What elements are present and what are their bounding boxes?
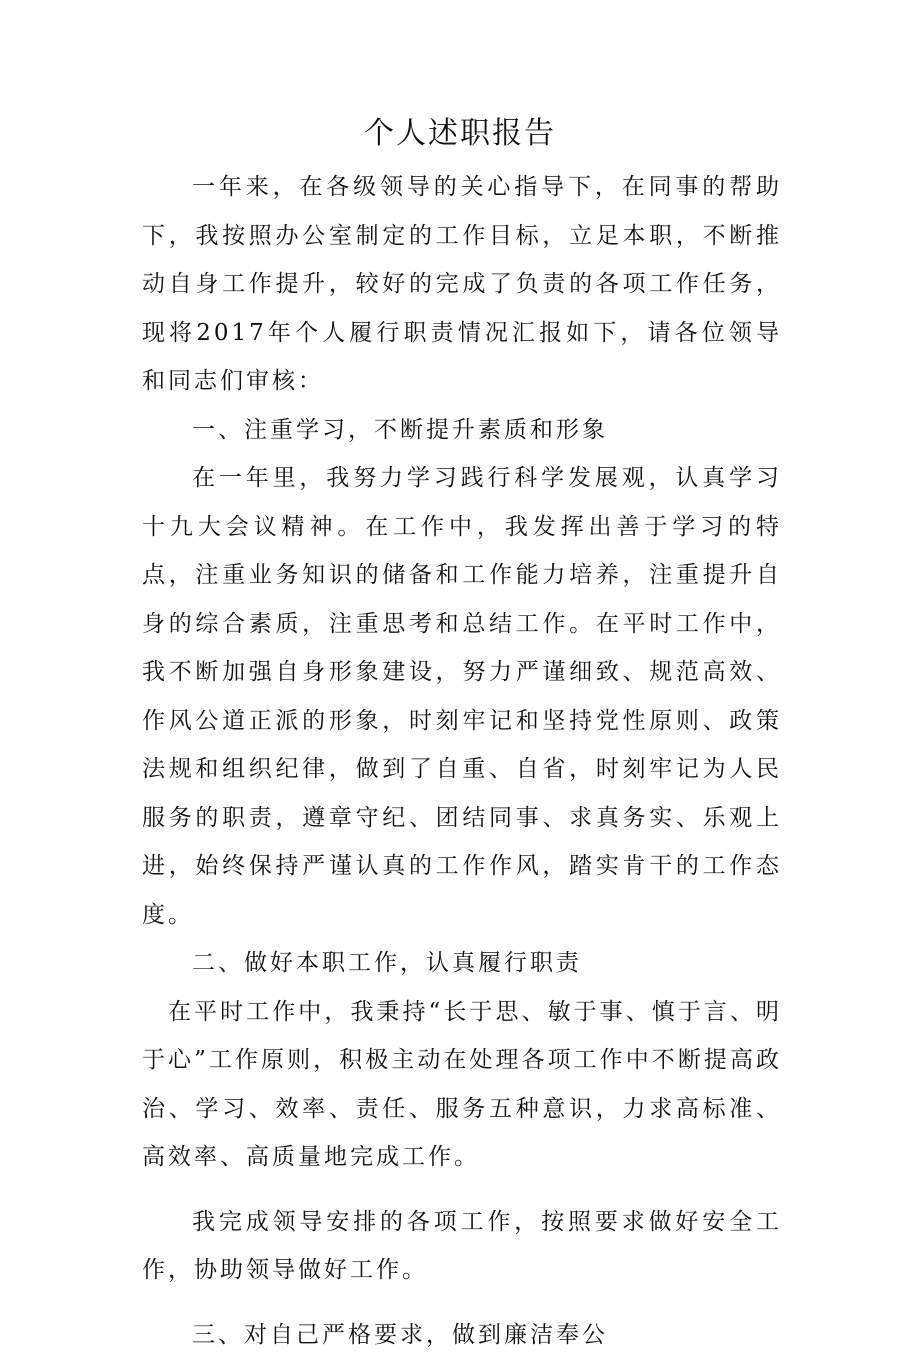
section-heading-3: 三、对自己严格要求，做到廉洁奉公: [142, 1311, 782, 1359]
intro-paragraph: 一年来，在各级领导的关心指导下，在同事的帮助下，我按照办公室制定的工作目标，立足本职，不断推动自身工作提升，较好的完成了负责的各项工作任务，现将2017年个人履行职责情况汇报如下，请各位领导和同志们审核：: [142, 163, 782, 406]
section-heading-1: 一、注重学习，不断提升素质和形象: [142, 406, 782, 455]
section-1-paragraph: 在一年里，我努力学习践行科学发展观，认真学习十九大会议精神。在工作中，我发挥出善于学习的特点，注重业务知识的储备和工作能力培养，注重提升自身的综合素质，注重思考和总结工作。在平时工作中，我不断加强自身形象建设，努力严谨细致、规范高效、作风公道正派的形象，时刻牢记和坚持党性原则、政策法规和组织纪律，做到了自重、自省，时刻牢记为人民服务的职责，遵章守纪、团结同事、求真务实、乐观上进，始终保持严谨认真的工作作风，踏实肯干的工作态度。: [142, 454, 782, 939]
section-2-paragraph-2: 我完成领导安排的各项工作，按照要求做好安全工作，协助领导做好工作。: [142, 1198, 782, 1295]
document-body: [142, 163, 782, 1359]
document-title: 个人述职报告: [0, 112, 920, 156]
section-heading-2: 二、做好本职工作，认真履行职责: [142, 939, 782, 988]
section-2-paragraph: 在平时工作中，我秉持“长于思、敏于事、慎于言、明于心”工作原则，积极主动在处理各项工作中不断提高政治、学习、效率、责任、服务五种意识，力求高标准、高效率、高质量地完成工作。: [142, 988, 782, 1182]
